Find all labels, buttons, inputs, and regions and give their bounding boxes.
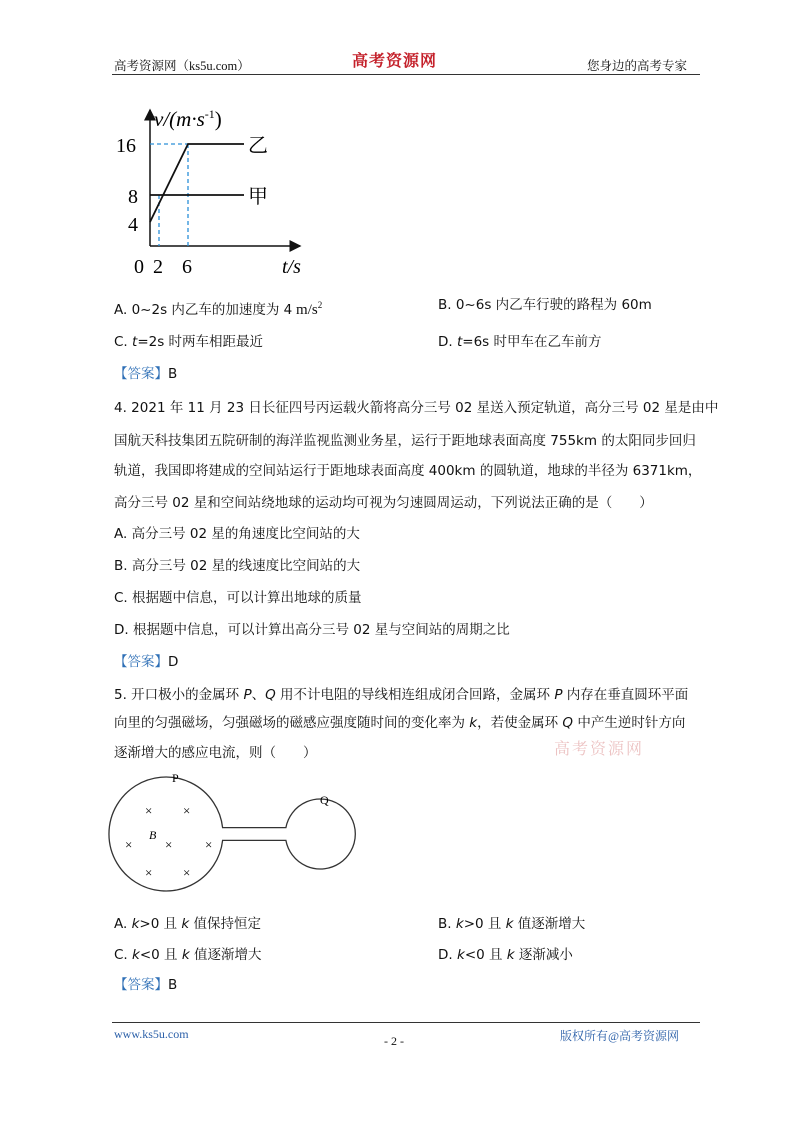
q3-option-c: C. t=2s 时两车相距最近 [114,334,264,350]
footer-left-link[interactable]: www.ks5u.com [114,1027,189,1041]
cross-1: × [145,803,153,818]
cross-6: × [145,865,153,880]
label-yi: 乙 [248,135,268,157]
q4-option-a: A. 高分三号 02 星的角速度比空间站的大 [114,526,360,542]
q3-option-b: B. 0~6s 内乙车行驶的路程为 60m [438,297,652,313]
q5-option-d: D. k<0 且 k 逐渐减小 [438,947,573,963]
q4-option-d: D. 根据题中信息，可以计算出高分三号 02 星与空间站的周期之比 [114,622,510,638]
label-b: B [149,828,157,842]
x-tick-6: 6 [182,256,192,278]
y-tick-4: 4 [128,214,138,236]
rings-diagram [108,768,358,908]
q5-option-c: C. k<0 且 k 值逐渐增大 [114,947,262,963]
footer-right: 版权所有@高考资源网 [560,1029,680,1043]
velocity-time-graph [110,100,320,280]
header-logo: 高考资源网 [352,51,438,70]
footer-rule [112,1022,700,1023]
q5-stem-line2: 向里的匀强磁场，匀强磁场的磁感应强度随时间的变化率为 k，若使金属环 Q 中产生逆时针方向 [114,715,686,731]
q4-answer: 【答案】D [114,654,179,670]
label-p: P [172,771,179,785]
watermark: 高考资源网 [554,739,645,758]
cross-5: × [205,837,213,852]
cross-7: × [183,865,191,880]
q3-option-d: D. t=6s 时甲车在乙车前方 [438,334,602,350]
line-yi [150,144,244,222]
q5-stem-line1: 5. 开口极小的金属环 P、Q 用不计电阻的导线相连组成闭合回路，金属环 P 内存在垂直圆环平面 [114,687,689,703]
q5-stem-line3: 逐渐增大的感应电流，则（ ） [114,745,317,761]
q4-option-b: B. 高分三号 02 星的线速度比空间站的大 [114,558,361,574]
x-tick-0: 0 [134,256,144,278]
cross-2: × [183,803,191,818]
label-q: Q [320,793,329,807]
q4-stem-line1: 4. 2021 年 11 月 23 日长征四号丙运载火箭将高分三号 02 星送入预定轨道，高分三号 02 星是由中 [114,400,719,416]
q3-answer: 【答案】B [114,366,178,382]
x-tick-2: 2 [153,256,163,278]
q5-answer: 【答案】B [114,977,178,993]
q4-stem-line4: 高分三号 02 星和空间站绕地球的运动均可视为匀速圆周运动，下列说法正确的是（ ） [114,495,653,511]
y-tick-8: 8 [128,186,138,208]
q3-option-a: A. 0~2s 内乙车的加速度为 4 $m/s^2$ [114,300,323,318]
header-left: 高考资源网（ks5u.com） [114,59,250,73]
x-axis-label: t/s [282,256,301,278]
cross-4: × [165,837,173,852]
cross-3: × [125,837,133,852]
q5-option-a: A. k>0 且 k 值保持恒定 [114,916,262,932]
q5-option-b: B. k>0 且 k 值逐渐增大 [438,916,586,932]
q4-stem-line3: 轨道，我国即将建成的空间站运行于距地球表面高度 400km 的圆轨道，地球的半径为 6371km， [114,463,702,479]
q4-option-c: C. 根据题中信息，可以计算出地球的质量 [114,590,362,606]
y-tick-16: 16 [116,135,136,157]
header-rule [112,74,700,75]
page-number: - 2 - [384,1034,404,1048]
header-right: 您身边的高考专家 [587,59,688,73]
label-jia: 甲 [248,186,268,208]
y-axis-label: $v/(m\cdot s^{-1})$ [154,107,222,131]
q4-stem-line2: 国航天科技集团五院研制的海洋监视监测业务星，运行于距地球表面高度 755km 的太阳同步回归 [114,433,696,449]
